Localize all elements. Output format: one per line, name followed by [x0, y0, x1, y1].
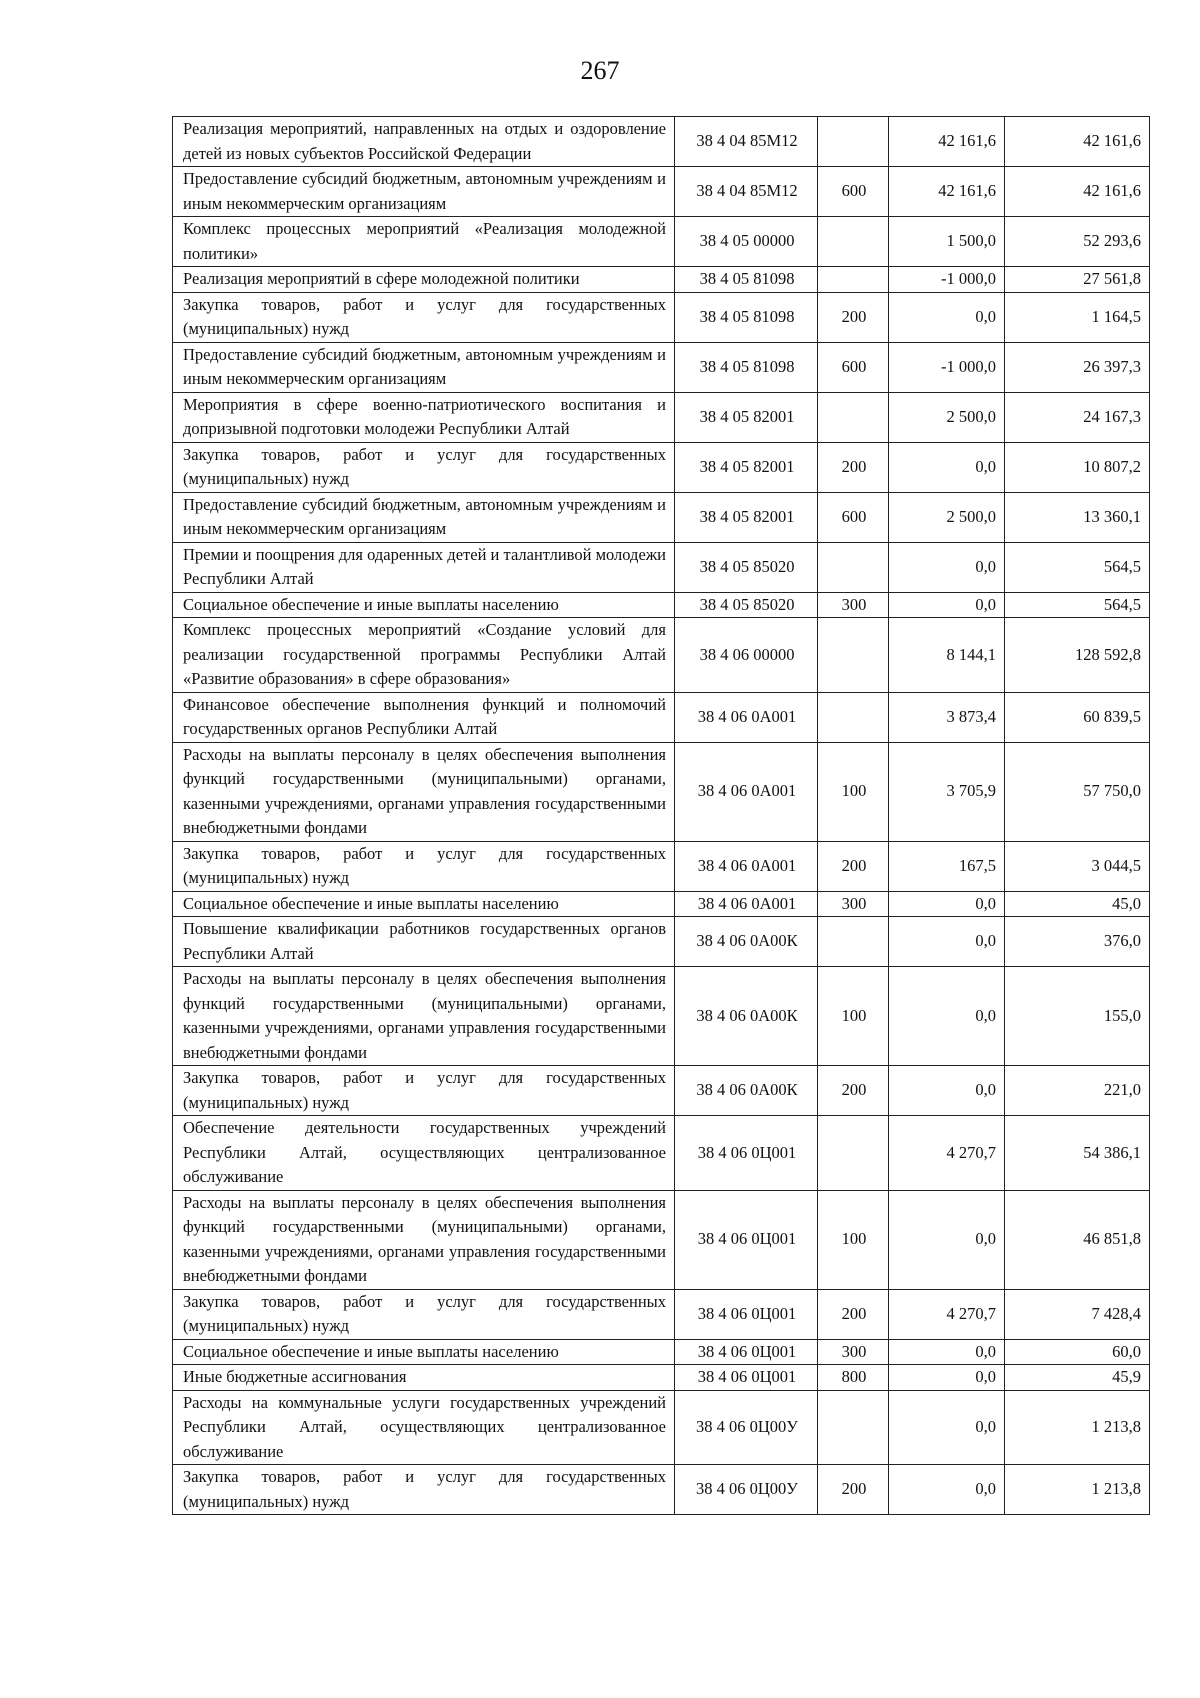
expense-name-cell: Закупка товаров, работ и услуг для государственных (муниципальных) нужд: [173, 1289, 675, 1339]
amount-change-cell: 0,0: [889, 592, 1005, 618]
amount-total-cell: 7 428,4: [1005, 1289, 1150, 1339]
amount-change-cell: 0,0: [889, 1365, 1005, 1391]
amount-total-cell: 1 164,5: [1005, 292, 1150, 342]
target-article-code-cell: 38 4 04 85М12: [675, 167, 818, 217]
target-article-code-cell: 38 4 06 0Ц001: [675, 1365, 818, 1391]
amount-total-cell: 45,9: [1005, 1365, 1150, 1391]
table-row: [173, 167, 1150, 217]
table-row: [173, 692, 1150, 742]
table-row: [173, 1365, 1150, 1391]
amount-change-cell: 0,0: [889, 1190, 1005, 1289]
amount-change-cell: 0,0: [889, 917, 1005, 967]
table-row: [173, 267, 1150, 293]
amount-total-cell: 376,0: [1005, 917, 1150, 967]
target-article-code-cell: 38 4 05 82001: [675, 442, 818, 492]
amount-change-cell: 4 270,7: [889, 1116, 1005, 1191]
expense-name-cell: Предоставление субсидий бюджетным, автономным учреждениям и иным некоммерческим организациям: [173, 167, 675, 217]
expense-type-cell: [818, 692, 889, 742]
expense-name-cell: Реализация мероприятий в сфере молодежной политики: [173, 267, 675, 293]
table-row: [173, 542, 1150, 592]
expense-name-cell: Предоставление субсидий бюджетным, автономным учреждениям и иным некоммерческим организациям: [173, 492, 675, 542]
target-article-code-cell: 38 4 06 0Ц001: [675, 1116, 818, 1191]
expense-type-cell: [818, 392, 889, 442]
table-row: [173, 1190, 1150, 1289]
amount-change-cell: 0,0: [889, 542, 1005, 592]
expense-type-cell: 200: [818, 841, 889, 891]
amount-change-cell: 1 500,0: [889, 217, 1005, 267]
target-article-code-cell: 38 4 06 0А00К: [675, 917, 818, 967]
expense-name-cell: Закупка товаров, работ и услуг для государственных (муниципальных) нужд: [173, 442, 675, 492]
amount-change-cell: 42 161,6: [889, 167, 1005, 217]
expense-type-cell: [818, 917, 889, 967]
expense-name-cell: Мероприятия в сфере военно-патриотического воспитания и допризывной подготовки молодежи Республики Алтай: [173, 392, 675, 442]
target-article-code-cell: 38 4 05 81098: [675, 292, 818, 342]
target-article-code-cell: 38 4 06 0А001: [675, 841, 818, 891]
amount-total-cell: 3 044,5: [1005, 841, 1150, 891]
amount-total-cell: 24 167,3: [1005, 392, 1150, 442]
amount-change-cell: 0,0: [889, 1066, 1005, 1116]
amount-change-cell: 8 144,1: [889, 618, 1005, 693]
expense-name-cell: Расходы на коммунальные услуги государственных учреждений Республики Алтай, осуществляющих централизованное обслуживание: [173, 1390, 675, 1465]
table-row: [173, 891, 1150, 917]
target-article-code-cell: 38 4 05 81098: [675, 267, 818, 293]
expense-name-cell: Премии и поощрения для одаренных детей и талантливой молодежи Республики Алтай: [173, 542, 675, 592]
table-row: [173, 117, 1150, 167]
expense-type-cell: [818, 542, 889, 592]
table-row: [173, 1116, 1150, 1191]
expense-type-cell: 100: [818, 967, 889, 1066]
expense-type-cell: 200: [818, 1289, 889, 1339]
expense-name-cell: Социальное обеспечение и иные выплаты населению: [173, 1339, 675, 1365]
table-row: [173, 967, 1150, 1066]
expense-type-cell: 300: [818, 891, 889, 917]
amount-change-cell: 0,0: [889, 292, 1005, 342]
table-row: [173, 618, 1150, 693]
expense-name-cell: Расходы на выплаты персоналу в целях обеспечения выполнения функций государственными (муниципальными) органами, казенными учреждениями, органами управления государственными внебюджетными фондами: [173, 967, 675, 1066]
expense-type-cell: [818, 217, 889, 267]
expense-type-cell: [818, 618, 889, 693]
table-row: [173, 392, 1150, 442]
expense-type-cell: [818, 1390, 889, 1465]
amount-total-cell: 27 561,8: [1005, 267, 1150, 293]
amount-change-cell: -1 000,0: [889, 267, 1005, 293]
target-article-code-cell: 38 4 06 0Ц001: [675, 1289, 818, 1339]
amount-total-cell: 564,5: [1005, 592, 1150, 618]
expense-type-cell: 800: [818, 1365, 889, 1391]
expense-type-cell: 600: [818, 492, 889, 542]
expense-type-cell: 100: [818, 742, 889, 841]
amount-total-cell: 60 839,5: [1005, 692, 1150, 742]
amount-total-cell: 52 293,6: [1005, 217, 1150, 267]
target-article-code-cell: 38 4 05 82001: [675, 492, 818, 542]
amount-total-cell: 54 386,1: [1005, 1116, 1150, 1191]
table-row: [173, 292, 1150, 342]
expense-name-cell: Повышение квалификации работников государственных органов Республики Алтай: [173, 917, 675, 967]
expense-name-cell: Финансовое обеспечение выполнения функций и полномочий государственных органов Республики Алтай: [173, 692, 675, 742]
amount-total-cell: 221,0: [1005, 1066, 1150, 1116]
amount-change-cell: 2 500,0: [889, 492, 1005, 542]
expense-type-cell: 100: [818, 1190, 889, 1289]
target-article-code-cell: 38 4 06 0Ц00У: [675, 1390, 818, 1465]
expense-name-cell: Предоставление субсидий бюджетным, автономным учреждениям и иным некоммерческим организациям: [173, 342, 675, 392]
expense-type-cell: 200: [818, 1465, 889, 1515]
amount-change-cell: 0,0: [889, 967, 1005, 1066]
target-article-code-cell: 38 4 04 85М12: [675, 117, 818, 167]
amount-change-cell: -1 000,0: [889, 342, 1005, 392]
amount-change-cell: 3 705,9: [889, 742, 1005, 841]
amount-total-cell: 42 161,6: [1005, 117, 1150, 167]
amount-total-cell: 128 592,8: [1005, 618, 1150, 693]
target-article-code-cell: 38 4 06 0Ц001: [675, 1190, 818, 1289]
amount-total-cell: 57 750,0: [1005, 742, 1150, 841]
amount-change-cell: 0,0: [889, 1465, 1005, 1515]
amount-total-cell: 26 397,3: [1005, 342, 1150, 392]
expense-type-cell: 200: [818, 292, 889, 342]
target-article-code-cell: 38 4 06 0Ц00У: [675, 1465, 818, 1515]
target-article-code-cell: 38 4 05 82001: [675, 392, 818, 442]
table-row: [173, 1465, 1150, 1515]
expense-name-cell: Обеспечение деятельности государственных учреждений Республики Алтай, осуществляющих централизованное обслуживание: [173, 1116, 675, 1191]
amount-total-cell: 45,0: [1005, 891, 1150, 917]
expense-type-cell: [818, 267, 889, 293]
amount-change-cell: 0,0: [889, 442, 1005, 492]
expense-name-cell: Расходы на выплаты персоналу в целях обеспечения выполнения функций государственными (муниципальными) органами, казенными учреждениями, органами управления государственными внебюджетными фондами: [173, 742, 675, 841]
target-article-code-cell: 38 4 05 85020: [675, 542, 818, 592]
expense-name-cell: Расходы на выплаты персоналу в целях обеспечения выполнения функций государственными (муниципальными) органами, казенными учреждениями, органами управления государственными внебюджетными фондами: [173, 1190, 675, 1289]
amount-change-cell: 167,5: [889, 841, 1005, 891]
amount-total-cell: 13 360,1: [1005, 492, 1150, 542]
amount-change-cell: 3 873,4: [889, 692, 1005, 742]
amount-change-cell: 0,0: [889, 1339, 1005, 1365]
table-row: [173, 1339, 1150, 1365]
page-number: 267: [580, 56, 620, 85]
amount-change-cell: 0,0: [889, 891, 1005, 917]
amount-total-cell: 155,0: [1005, 967, 1150, 1066]
amount-total-cell: 10 807,2: [1005, 442, 1150, 492]
table-row: [173, 1390, 1150, 1465]
expense-name-cell: Закупка товаров, работ и услуг для государственных (муниципальных) нужд: [173, 292, 675, 342]
expense-type-cell: 300: [818, 1339, 889, 1365]
expense-type-cell: 300: [818, 592, 889, 618]
target-article-code-cell: 38 4 06 0А00К: [675, 967, 818, 1066]
target-article-code-cell: 38 4 05 00000: [675, 217, 818, 267]
table-row: [173, 742, 1150, 841]
amount-change-cell: 2 500,0: [889, 392, 1005, 442]
amount-change-cell: 4 270,7: [889, 1289, 1005, 1339]
target-article-code-cell: 38 4 06 00000: [675, 618, 818, 693]
target-article-code-cell: 38 4 05 81098: [675, 342, 818, 392]
expense-name-cell: Закупка товаров, работ и услуг для государственных (муниципальных) нужд: [173, 841, 675, 891]
target-article-code-cell: 38 4 06 0А001: [675, 692, 818, 742]
table-row: [173, 592, 1150, 618]
amount-total-cell: 42 161,6: [1005, 167, 1150, 217]
target-article-code-cell: 38 4 06 0А001: [675, 891, 818, 917]
expense-name-cell: Комплекс процессных мероприятий «Создание условий для реализации государственной программы Республики Алтай «Развитие образования» в сфере образования»: [173, 618, 675, 693]
expense-name-cell: Социальное обеспечение и иные выплаты населению: [173, 592, 675, 618]
target-article-code-cell: 38 4 06 0Ц001: [675, 1339, 818, 1365]
amount-change-cell: 0,0: [889, 1390, 1005, 1465]
expense-type-cell: 600: [818, 167, 889, 217]
budget-table-body: [173, 117, 1150, 1515]
expense-name-cell: Закупка товаров, работ и услуг для государственных (муниципальных) нужд: [173, 1066, 675, 1116]
table-row: [173, 217, 1150, 267]
amount-total-cell: 46 851,8: [1005, 1190, 1150, 1289]
amount-total-cell: 1 213,8: [1005, 1465, 1150, 1515]
amount-total-cell: 1 213,8: [1005, 1390, 1150, 1465]
expense-type-cell: 200: [818, 442, 889, 492]
amount-change-cell: 42 161,6: [889, 117, 1005, 167]
amount-total-cell: 60,0: [1005, 1339, 1150, 1365]
expense-type-cell: 600: [818, 342, 889, 392]
target-article-code-cell: 38 4 06 0А00К: [675, 1066, 818, 1116]
budget-table: [172, 116, 1150, 1515]
expense-name-cell: Закупка товаров, работ и услуг для государственных (муниципальных) нужд: [173, 1465, 675, 1515]
target-article-code-cell: 38 4 05 85020: [675, 592, 818, 618]
table-row: [173, 1289, 1150, 1339]
amount-total-cell: 564,5: [1005, 542, 1150, 592]
table-row: [173, 492, 1150, 542]
expense-type-cell: [818, 117, 889, 167]
expense-name-cell: Иные бюджетные ассигнования: [173, 1365, 675, 1391]
expense-type-cell: [818, 1116, 889, 1191]
expense-name-cell: Социальное обеспечение и иные выплаты населению: [173, 891, 675, 917]
table-row: [173, 1066, 1150, 1116]
expense-name-cell: Комплекс процессных мероприятий «Реализация молодежной политики»: [173, 217, 675, 267]
expense-name-cell: Реализация мероприятий, направленных на отдых и оздоровление детей из новых субъектов Российской Федерации: [173, 117, 675, 167]
table-row: [173, 442, 1150, 492]
expense-type-cell: 200: [818, 1066, 889, 1116]
table-row: [173, 841, 1150, 891]
target-article-code-cell: 38 4 06 0А001: [675, 742, 818, 841]
table-row: [173, 342, 1150, 392]
table-row: [173, 917, 1150, 967]
